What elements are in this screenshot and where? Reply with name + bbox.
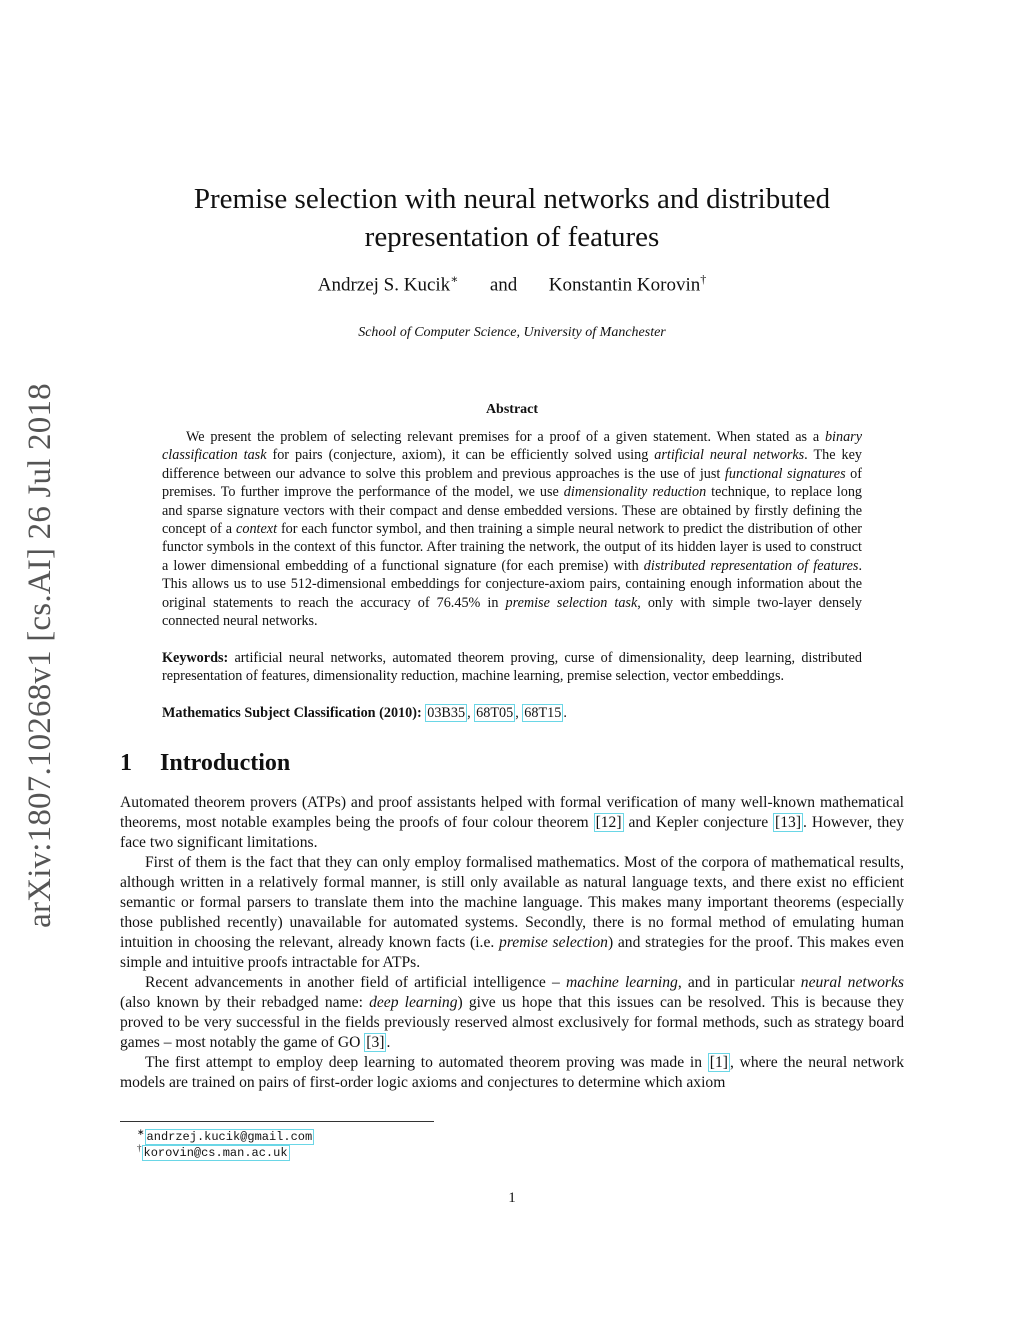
section-title: Introduction (160, 750, 291, 776)
author-list (120, 272, 904, 296)
paper-title (120, 180, 904, 256)
author-2-name: Konstantin Korovin (548, 274, 701, 296)
paragraph-4: The first attempt to employ deep learning to automated theorem proving was made in [1] , where the neural network models are trained on pairs of first-order logic axioms and conjectures to determine which axiom (120, 1054, 904, 1091)
introduction-body (120, 793, 904, 1093)
abstract-body: We present the problem of selecting relevant premises for a proof of a given statement. When stated as a binary classification task for pairs (conjecture, axiom), it can be efficiently solved using artificial neural networks. The key difference between our advance to solve this problem and previous approaches is the use of just functional signatures of premises. To further improve the performance of the model, we use dimensionality reduction technique, to replace long and sparse signature vectors with their compact and dense embedded versions. These are obtained by firstly defining the concept of a context for each functor symbol, and then training a simple neural network to predict the distribution of other functor symbols in the context of this functor. After training the network, the output of its hidden layer is used to construct a lower dimensional embedding of a functional signature (for each premise) with distributed representation of features. This allows us to use 512-dimensional embeddings for conjecture-axiom pairs, containing enough information about the original statements to reach the accuracy of 76.45% in premise selection task, only with simple two-layer densely connected neural networks. (162, 429, 863, 630)
citation-link-3[interactable]: [3] (366, 1034, 385, 1051)
keywords-text: artificial neural networks, automated theorem proving, curse of dimensionality, deep learning, distributed representation of features, dimensionality reduction, machine learning, premise selection, vector embeddings. (162, 650, 862, 685)
paragraph-1: Automated theorem provers (ATPs) and proof assistants helped with formal verification of many well-known mathematical theorems, most notable examples being the proofs of four colour theorem [12] and Kepler conjecture [13] . However, they face two significant limitations. (120, 794, 905, 851)
section-heading (120, 750, 290, 777)
page-number: 1 (508, 1190, 516, 1206)
citation-link-13[interactable]: [13] (775, 814, 802, 831)
arxiv-stamp (20, 375, 60, 935)
author-separator: and (489, 274, 518, 296)
title-line-2: representation of features (364, 221, 660, 253)
footnote-1: ∗ andrzej.kucik@gmail.com (137, 1127, 313, 1144)
abstract-heading: Abstract (485, 402, 539, 417)
msc-classification: Mathematics Subject Classification (2010): 03B35 , 68T05 , 68T15 . (162, 705, 567, 721)
citation-link-1[interactable]: [1] (709, 1054, 728, 1071)
email-link-kucik[interactable]: andrzej.kucik@gmail.com (146, 1130, 313, 1144)
title-line-1: Premise selection with neural networks and distributed (193, 183, 831, 215)
msc-label: Mathematics Subject Classification (2010): (162, 705, 422, 721)
footnote-rule (120, 1121, 434, 1122)
paragraph-2: First of them is the fact that they can only employ formalised mathematics. Most of the corpora of mathematical results, although written in a relatively formal manner, is still only available as natural language texts, and there exist no efficient semantic or formal parsers to translate them into the machine language. This makes many important theorems (especially those published recently) unavailable for automated systems. Secondly, there is no formal method of emulating human intuition in choosing the relevant, already known facts (i.e. premise selection) and strategies for the proof. This makes even simple and intuitive proofs intractable for ATPs. (120, 854, 904, 971)
msc-link-68t15[interactable]: 68T15 (524, 705, 562, 721)
section-number: 1 (120, 750, 132, 776)
paragraph-3: Recent advancements in another field of artificial intelligence – machine learning, and in particular neural networks (also known by their rebadged name: deep learning) give us hope that this issues can be resolved. This is because they proved to be very successful in the fields previously reserved almost exclusively for formal methods, such as strategy board games – most notably the game of GO [3] . (120, 974, 904, 1051)
msc-link-68t05[interactable]: 68T05 (476, 705, 514, 721)
author-1-name: Andrzej S. Kucik (317, 274, 451, 296)
affiliation: School of Computer Science, University of Manchester (358, 325, 666, 340)
arxiv-stamp-text: arXiv:1807.10268v1 [cs.AI] 26 Jul 2018 (21, 382, 58, 928)
keywords (162, 649, 862, 686)
email-link-korovin[interactable]: korovin@cs.man.ac.uk (143, 1146, 288, 1160)
author-2-footnote-mark: † (700, 272, 707, 286)
author-1-footnote-mark: ∗ (450, 272, 459, 286)
keywords-label: Keywords: (162, 650, 229, 666)
msc-link-03b35[interactable]: 03B35 (427, 705, 466, 721)
footnote-2: † korovin@cs.man.ac.uk (137, 1143, 288, 1160)
citation-link-12[interactable]: [12] (595, 814, 622, 831)
